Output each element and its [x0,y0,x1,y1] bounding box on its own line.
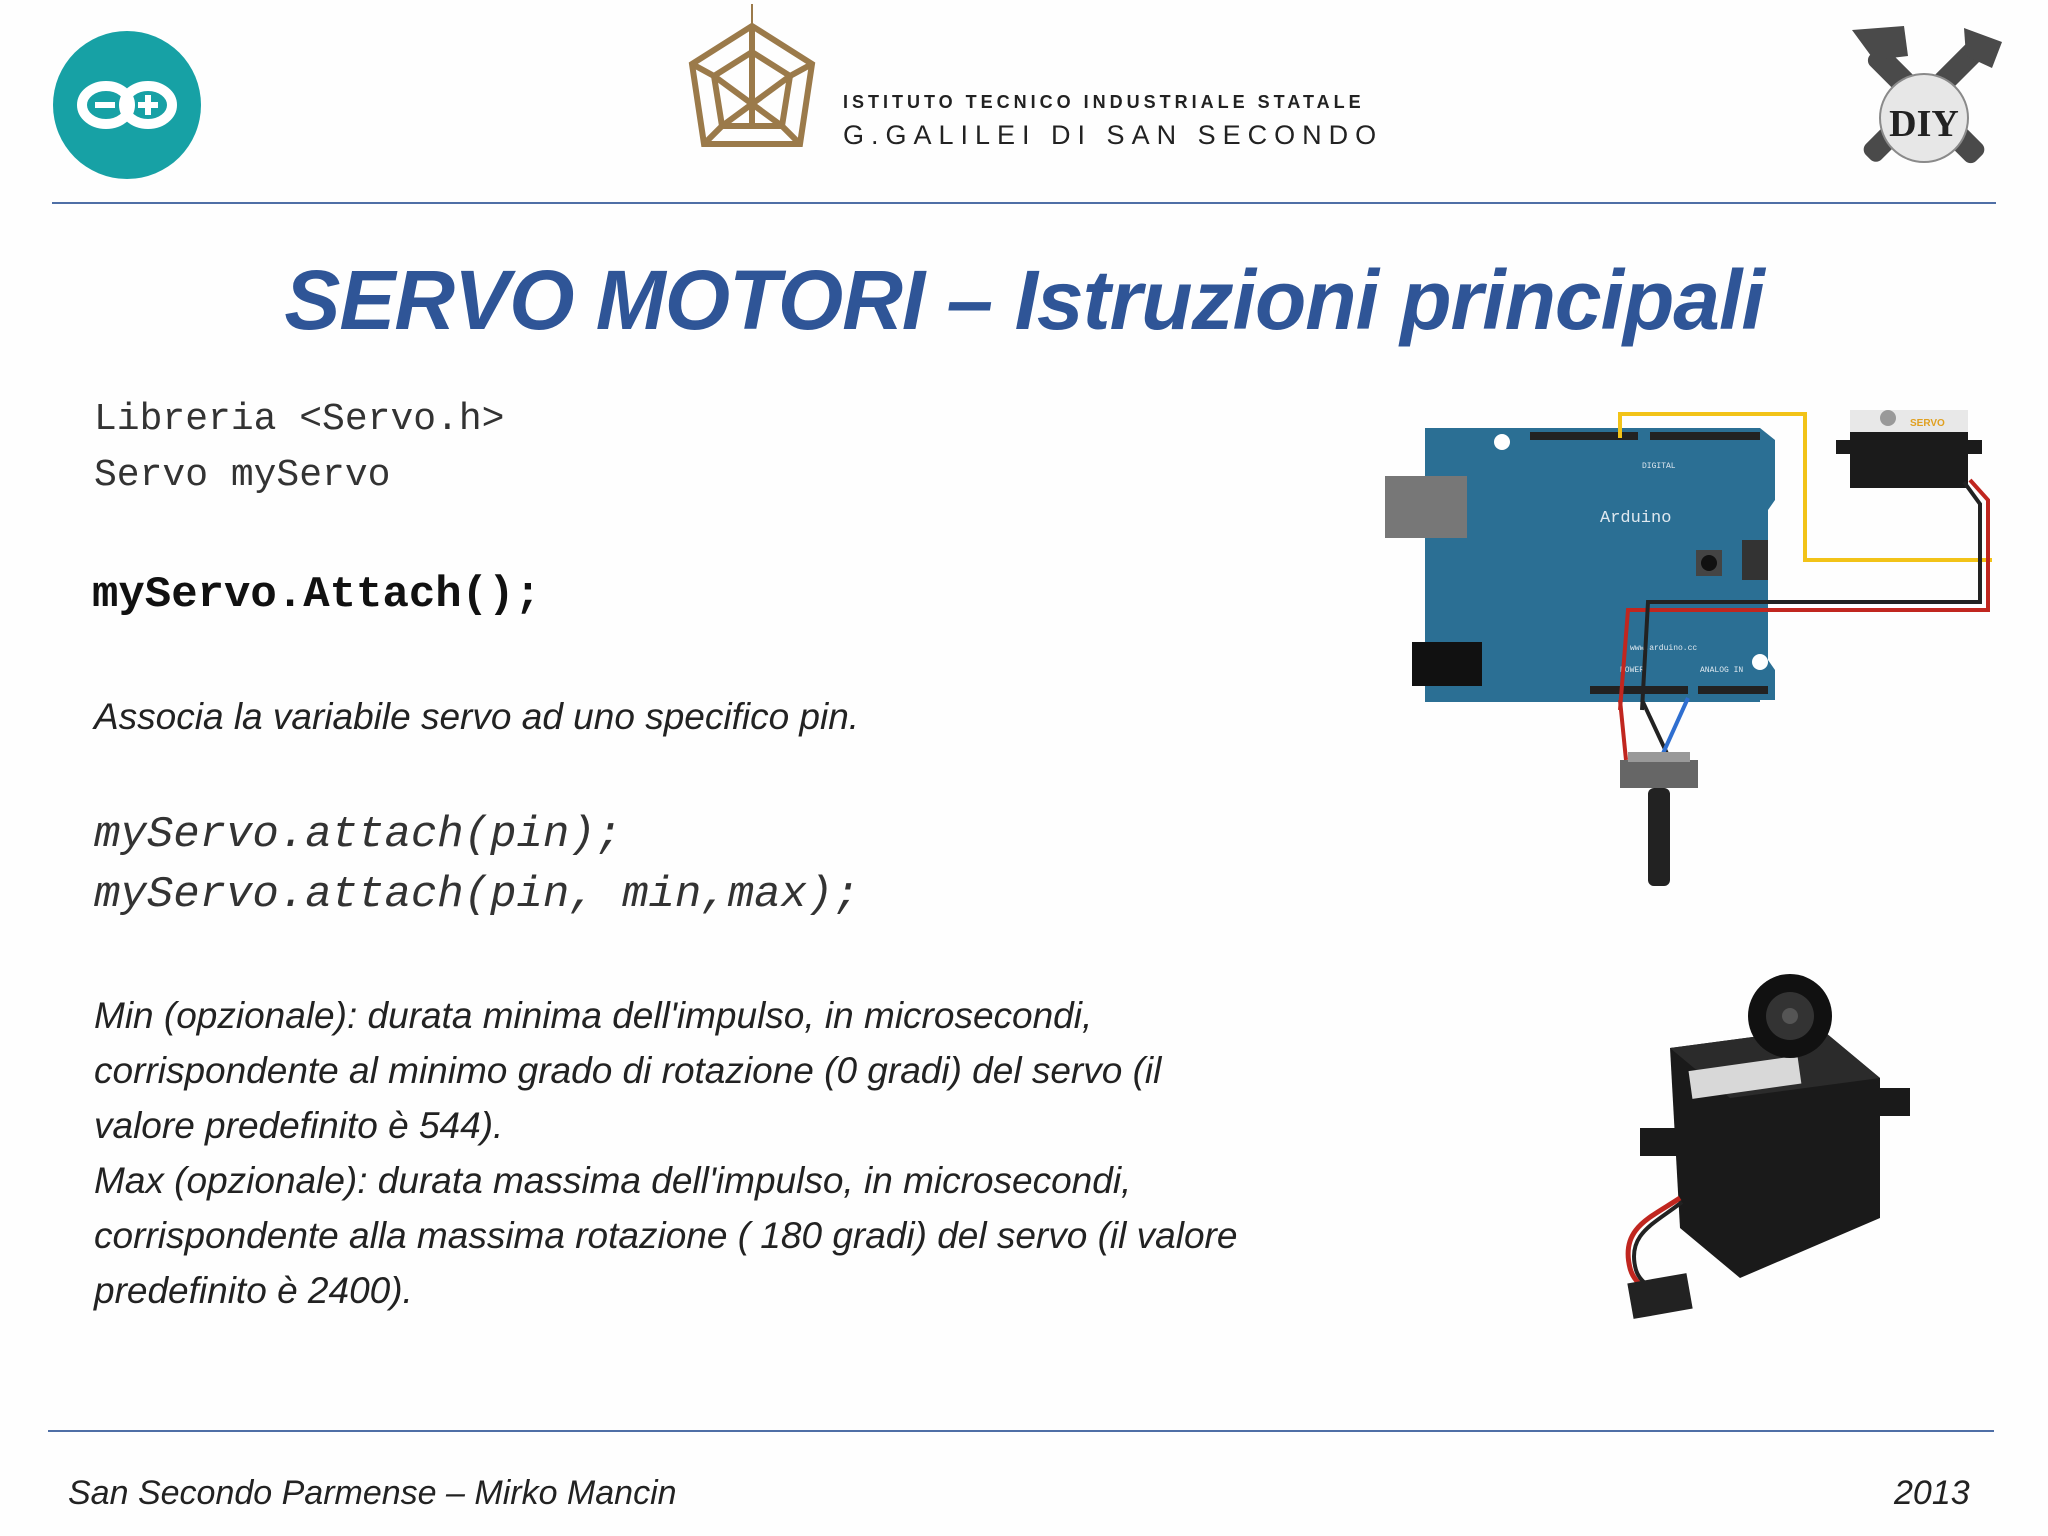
footer-author: San Secondo Parmense – Mirko Mancin [68,1474,677,1512]
arduino-logo [52,30,202,180]
syntax-line-2: myServo.attach(pin, min,max); [94,870,860,920]
min-param-line-3: valore predefinito è 544). [94,1105,504,1146]
max-param-line-3: predefinito è 2400). [94,1270,413,1311]
board-label: Arduino [1600,509,1672,528]
servo-motor-image [1590,968,1950,1358]
params-description [94,988,1237,1318]
function-heading: myServo.Attach(); [92,570,541,620]
digital-label: DIGITAL [1642,462,1676,471]
footer-year: 2013 [1894,1474,1970,1512]
website-label: www.arduino.cc [1630,644,1698,653]
usb-connector [1385,476,1467,538]
footer-rule [48,1430,1994,1432]
function-description: Associa la variabile servo ad uno specifico pin. [94,696,860,737]
school-name-line1: ISTITUTO TECNICO INDUSTRIALE STATALE [843,92,1365,112]
max-param-line-2: corrispondente alla massima rotazione ( 180 gradi) del servo (il valore [94,1215,1238,1256]
min-param-line-1: Min (opzionale): durata minima dell'impulso, in microsecondi, [94,995,1093,1036]
power-label: POWER [1620,666,1645,675]
servo-declaration-line: Servo myServo [94,454,391,497]
library-line: Libreria <Servo.h> [94,398,505,441]
max-param-line-1: Max (opzionale): durata massima dell'impulso, in microsecondi, [94,1160,1132,1201]
school-name-line2: G.GALILEI DI SAN SECONDO [843,120,1384,150]
school-logo [672,4,832,174]
syntax-line-1: myServo.attach(pin); [94,810,623,860]
analog-label: ANALOG IN [1700,666,1744,675]
potentiometer [1620,760,1698,788]
header-rule [52,202,1996,204]
min-param-line-2: corrispondente al minimo grado di rotazione (0 gradi) del servo (il [94,1050,1162,1091]
power-jack [1412,642,1482,686]
servo-label: SERVO [1910,418,1945,429]
slide-title: SERVO MOTORI – Istruzioni principali [284,253,1764,347]
arduino-servo-wiring-diagram [1380,380,2000,920]
diy-tools-logo [1834,20,2014,190]
diy-label: DIY [1889,103,1959,145]
